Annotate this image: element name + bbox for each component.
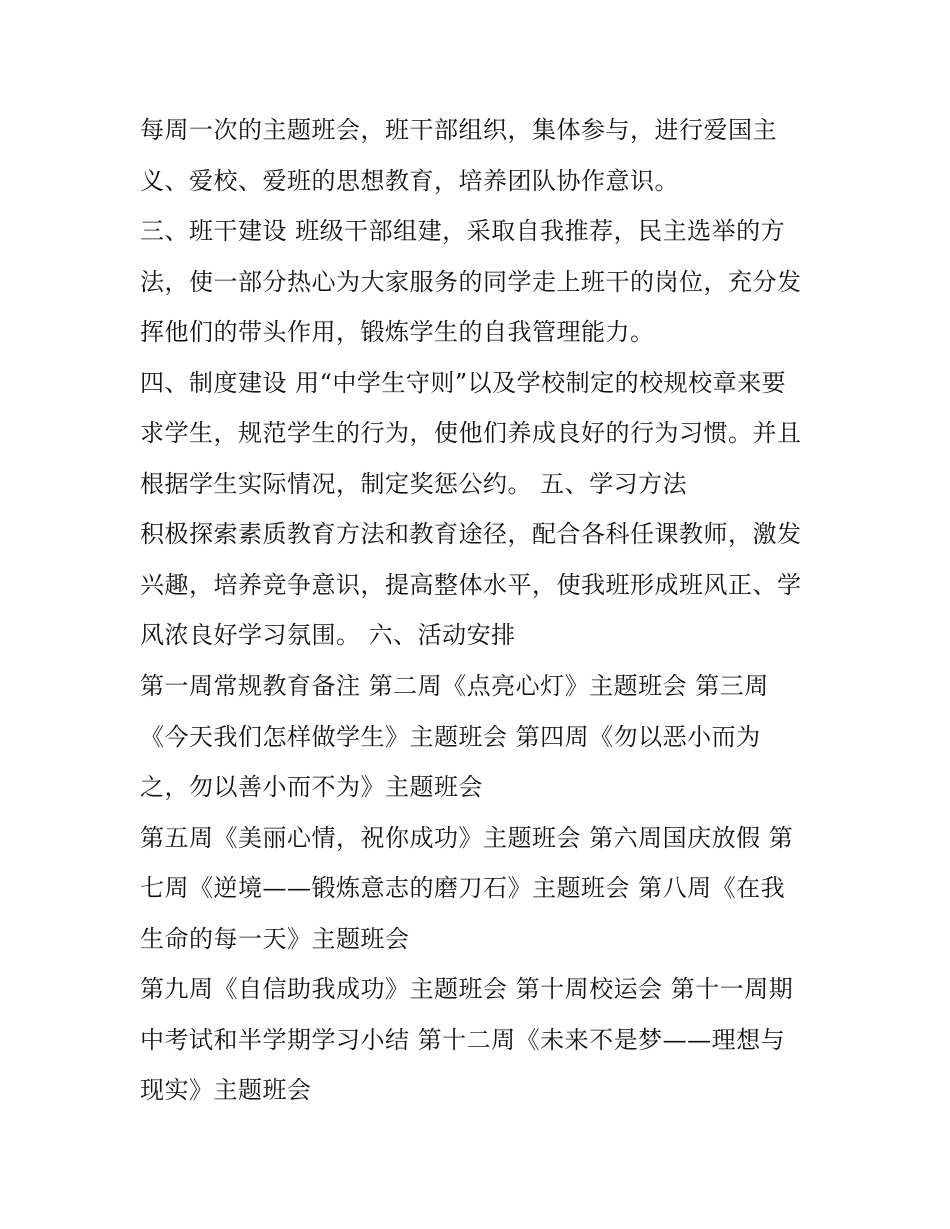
text-line: 四、制度建设 用“中学生守则”以及学校制定的校规校章来要 bbox=[140, 369, 787, 397]
text-line: 义、爱校、爱班的思想教育，培养团队协作意识。 bbox=[140, 167, 679, 195]
text-line: 挥他们的带头作用，锻炼学生的自我管理能力。 bbox=[140, 318, 655, 346]
text-line: 第一周常规教育备注 第二周《点亮心灯》主题班会 第三周 bbox=[140, 672, 769, 700]
text-line: 生命的每一天》主题班会 bbox=[140, 925, 410, 953]
text-line: 七周《逆境——锻炼意志的磨刀石》主题班会 第八周《在我 bbox=[140, 874, 786, 902]
text-line: 之，勿以善小而不为》主题班会 bbox=[140, 773, 483, 801]
text-line: 第九周《自信助我成功》主题班会 第十周校运会 第十一周期 bbox=[140, 975, 794, 1003]
text-line: 《今天我们怎样做学生》主题班会 第四周《勿以恶小而为 bbox=[140, 723, 761, 751]
text-line: 中考试和半学期学习小结 第十二周《未来不是梦——理想与 bbox=[140, 1026, 786, 1054]
text-line: 风浓良好学习氛围。 六、活动安排 bbox=[140, 621, 516, 649]
text-line: 求学生，规范学生的行为，使他们养成良好的行为习惯。并且 bbox=[140, 419, 802, 447]
text-line: 法，使一部分热心为大家服务的同学走上班干的岗位，充分发 bbox=[140, 268, 802, 296]
text-line: 第五周《美丽心情，祝你成功》主题班会 第六周国庆放假 第 bbox=[140, 824, 794, 852]
text-line: 每周一次的主题班会，班干部组织，集体参与，进行爱国主 bbox=[140, 116, 777, 144]
text-line: 三、班干建设 班级干部组建，采取自我推荐，民主选举的方 bbox=[140, 217, 786, 245]
text-line: 积极探索素质教育方法和教育途径，配合各科任课教师，激发 bbox=[140, 520, 802, 548]
text-line: 现实》主题班会 bbox=[140, 1076, 312, 1104]
text-line: 兴趣，培养竞争意识，提高整体水平，使我班形成班风正、学 bbox=[140, 571, 802, 599]
text-line: 根据学生实际情况，制定奖惩公约。 五、学习方法 bbox=[140, 470, 688, 498]
